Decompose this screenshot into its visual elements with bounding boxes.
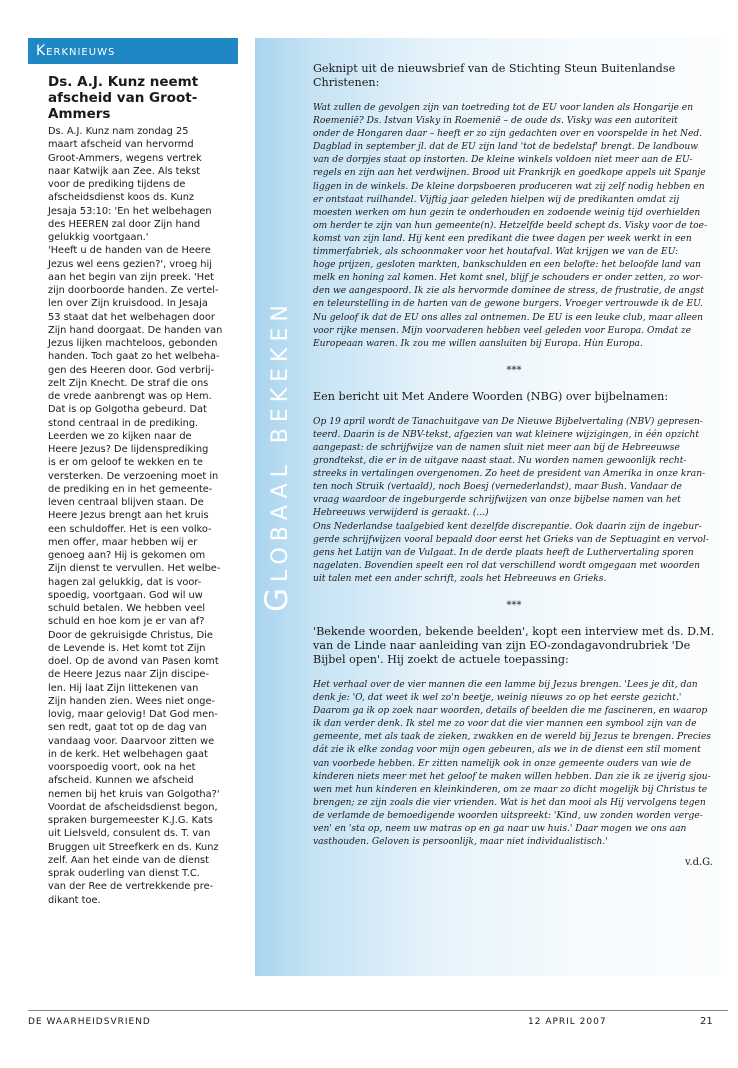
footer-divider [28,1010,728,1011]
separator-2: *** [506,600,522,611]
quote-ssbc: Wat zullen de gevolgen zijn van toetreding tot de EU voor landen als Hongarije en Roemenië? Ds. Istvan Visky in Roemenië – de oude ds. Visky was een autoriteit onder de Hongaren daar – heeft er zo zijn gedachten over en voorspelde in het Ned. Dagblad in september jl. dat de EU zijn land 'tot de bedelstaf' brengt. De landbouw van de dorpjes staat op instorten. De kleine winkels voldoen niet meer aan de EU- regels en zijn aan het verdwijnen. Brood uit Frankrijk en goedkope appels uit Spanje liggen in de winkels. De kleine dorpsboeren produceren wat zij zelf nodig hebben en er ontstaat ruilhandel. Vijftig jaar geleden hielpen wij de predikanten omdat zij moesten werken om hun gezin te onderhouden en zodoende weinig tijd overhielden om herder te zijn van hun gemeente(n). Hetzelfde beeld schept ds. Visky voor de toe- komst van zijn land. Hij kent een predikant die twee dagen per week werkt in een timmerfabriek, als schoonmaker voor het houtafval. Wat krijgen we van de EU: hoge prijzen, gesloten markten, bankschulden en een belofte: het beloofde land van melk en honing zal komen. Het komt snel, blijf je schouders er onder zetten, zo wor- den we aangespoord. Ik zie als hervormde dominee de stress, de frustratie, de angst en teleurstelling in de harten van de gewone burgers. Vroeger vertrouwde ik de EU. Nu geloof ik dat de EU ons alles zal ontnemen. De EU is een leuke club, maar alleen voor rijke mensen. Mijn voorvaderen hebben veel geleden voor Europa. Omdat ze Europeaan waren. Ik zou me willen aansluiten bij Europa. Hùn Europa. [313,103,708,349]
vertical-title: Globaal bekeken [259,299,295,612]
section-label: Kerknieuws [28,38,238,64]
article-body: Ds. A.J. Kunz nam zondag 25 maart afscheid van hervormd Groot-Ammers, wegens vertrek naar Katwijk aan Zee. Als tekst voor de prediking tijdens de afscheidsdienst koos ds. Kunz Jesaja 53:10: 'En het welbehagen des HEEREN zal door Zijn hand gelukkig voortgaan.' 'Heeft u de handen van de Heere Jezus wel eens gezien?', vroeg hij aan het begin van zijn preek. 'Het zijn doorboorde handen. Ze vertel- len over Zijn kruisdood. In Jesaja 53 staat dat het welbehagen door Zijn hand doorgaat. De handen van Jezus lijken machteloos, gebonden handen. Toch gaat zo het welbeha- gen des Heeren door. God verbrij- zelt Zijn Knecht. De straf die ons de vrede aanbrengt was op Hem. Dat is op Golgotha gebeurd. Dat stond centraal in de prediking. Leerden we zo kijken naar de Heere Jezus? De lijdensprediking is er om geloof te wekken en te versterken. De verzoening moet in de prediking en in het gemeente- leven centraal blijven staan. De Heere Jezus brengt aan het kruis een schuldoffer. Het is een volko- men offer, maar hebben wij er genoeg aan? Hij is gekomen om Zijn dienst te vervullen. Het welbe- hagen zal gelukkig, dat is voor- spoedig, voortgaan. God wil uw schuld betalen. We hebben veel schuld en hoe kom je er van af? Door de gekruisigde Christus, Die de Levende is. Het komt tot Zijn doel. Op de avond van Pasen komt de Heere Jezus naar Zijn discipe- len. Hij laat Zijn littekenen van Zijn handen zien. Wees niet onge- lovig, maar gelovig! Dat God men- sen redt, gaat tot op de dag van vandaag voor. Daarvoor zitten we in de kerk. Het welbehagen gaat voorspoedig voort, ook na het afscheid. Kunnen we afscheid nemen bij het kruis van Golgotha?' Voordat de afscheidsdienst begon, spraken burgemeester K.J.G. Kats uit Lielsveld, consulent ds. T. van Bruggen uit Streefkerk en ds. Kunz zelf. Aan het einde van de dienst sprak ouderling van dienst T.C. van der Ree de vertrekkende pre- dikant toe. [48,126,223,906]
left-column [28,38,238,907]
signature: v.d.G. [684,857,713,869]
article-title: Ds. A.J. Kunz neemt afscheid van Groot-Ammers [48,74,199,122]
intro-nbg: Een bericht uit Met Andere Woorden (NBG) over bijbelnamen: [313,389,669,403]
quote-interview: Het verhaal over de vier mannen die een lamme bij Jezus brengen. 'Lees je dit, dan denk je: 'O, dat weet ik wel zo'n beetje, weinig nieuws zo op het eerste gezicht.' Daarom ga ik op zoek naar woorden, details of beelden die me fascineren, en waarop ik dan verder denk. Ik stel me zo voor dat die vier mannen een symbool zijn van de gemeente, met als taak de zieken, zwakken en de wereld bij Jezus te brengen. Precies dát zie ik elke zondag voor mijn ogen gebeuren, als we in de dienst een stil moment van voorbede hebben. Er zitten namelijk ook in onze gemeente ouders van wie de kinderen niets meer met het geloof te maken willen hebben. Dan zie ik ze ijverig sjou- wen met hun kinderen en kleinkinderen, om ze maar zo dicht mogelijk bij Christus te brengen; ze zijn zoals die vier vrienden. Wat is het dan mooi als Hij vervolgens tegen de verlamde de bemoedigende woorden uitspreekt: 'Kind, uw zonden worden verge- ven' en 'sta op, neem uw matras op en ga naar uw huis.' Daar mogen we ons aan vasthouden. Geloven is persoonlijk, maar niet individualistisch.' [313,680,711,848]
intro-ssbc: Geknipt uit de nieuwsbrief van de Stichting Steun Buitenlandse Christenen: [313,62,676,89]
article-body-container [28,64,238,907]
publication-date: 12 APRIL 2007 [528,1017,607,1027]
page-number: 21 [700,1016,713,1027]
intro-interview: 'Bekende woorden, bekende beelden', kopt een interview met ds. D.M. van de Linde naar aanleiding van zijn EO-zondagavondrubriek 'De Bijbel open'. Hij zoekt de actuele toepassing: [313,625,715,666]
separator-1: *** [506,364,522,376]
publication-name: DE WAARHEIDSVRIEND [28,1017,151,1027]
quote-nbg: Op 19 april wordt de Tanachuitgave van De Nieuwe Bijbelvertaling (NBV) gepresen- teerd. Daarin is de NBV-tekst, afgezien van wat kleinere wijzigingen, in één opzicht aangepast: de schrijfwijze van de namen sluit niet meer aan bij de Hebreeuwse grondtekst, die er in de uitgave naast staat. Nu worden namen gewoonlijk recht- streeks in vertalingen overgenomen. Zo heet de president van Amerika in onze kran- ten noch Struik (vertaald), noch Boesj (vernederlandst), maar Bush. Vandaar de vraag waardoor de ingeburgerde schrijfwijzen van onze bijbelse namen van het Hebreeuws verwijderd is geraakt. (...) Ons Nederlandse taalgebied kent dezelfde discrepantie. Ook daarin zijn de ingebur- gerde schrijfwijzen vooral bepaald door eerst het Grieks van de Septuagint en vervol- gens het Latijn van de Vulgaat. In de derde plaats heeft de Luthervertaling sporen nagelaten. Bovendien speelt een rol dat verschillend wordt omgegaan met woorden uit talen met een ander schrift, zoals het Hebreeuws en Grieks. [313,416,709,584]
panel-content [313,62,715,868]
